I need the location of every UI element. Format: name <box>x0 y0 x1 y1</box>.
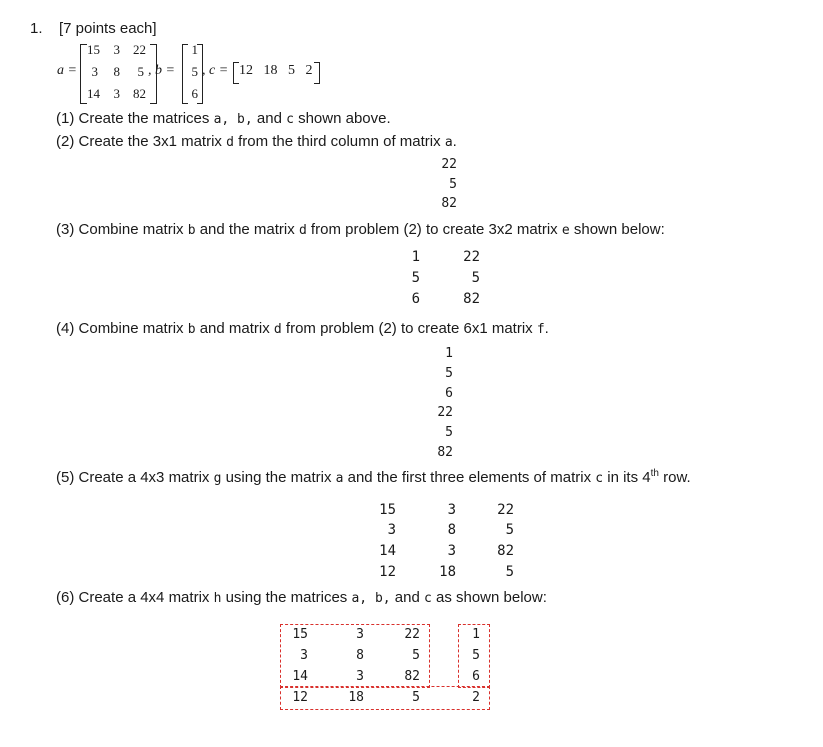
output-h-cell: 2 <box>472 690 480 705</box>
matrix-b-label: , b = <box>148 63 175 78</box>
question-number: 1. <box>30 20 43 37</box>
output-f-cell: 6 <box>445 386 453 401</box>
output-d-cell: 22 <box>441 157 457 172</box>
matrix-a-cell: 82 <box>133 86 146 101</box>
output-e-cell: 22 <box>463 249 480 265</box>
output-g-cell: 14 <box>379 543 396 559</box>
output-h-cell: 14 <box>292 669 308 684</box>
matrix-b-cell: 6 <box>191 86 198 101</box>
output-g-cell: 82 <box>497 543 514 559</box>
output-h-cell: 15 <box>292 627 308 642</box>
output-g-cell: 22 <box>497 502 514 518</box>
output-h-cell: 6 <box>472 669 480 684</box>
matrix-b-cell: 5 <box>191 64 198 79</box>
output-f-cell: 22 <box>437 405 453 420</box>
output-g-cell: 15 <box>379 502 396 518</box>
output-h-cell: 82 <box>404 669 420 684</box>
output-h-cell: 5 <box>412 690 420 705</box>
output-h-cell: 3 <box>356 627 364 642</box>
output-g-cell: 3 <box>387 522 396 538</box>
output-g-cell: 12 <box>379 564 396 580</box>
output-g-cell: 3 <box>447 502 456 518</box>
output-e-cell: 5 <box>411 270 420 286</box>
points-label: [7 points each] <box>59 20 157 37</box>
output-h-cell: 12 <box>292 690 308 705</box>
output-h-cell: 1 <box>472 627 480 642</box>
matrix-a-cell: 8 <box>113 64 120 79</box>
matrix-b-cell: 1 <box>191 42 198 57</box>
matrix-a-cell: 3 <box>91 64 98 79</box>
output-h-cell: 3 <box>300 648 308 663</box>
output-e-cell: 82 <box>463 291 480 307</box>
matrix-a-cell: 14 <box>87 86 100 101</box>
matrix-c-values: 12 18 5 2 <box>239 63 313 78</box>
output-h-cell: 5 <box>412 648 420 663</box>
output-f-cell: 5 <box>445 425 453 440</box>
matrix-a-cell: 3 <box>113 86 120 101</box>
output-h-cell: 18 <box>348 690 364 705</box>
output-h-cell: 8 <box>356 648 364 663</box>
problem-6: (6) Create a 4x4 matrix h using the matrices a, b, and c as shown below: <box>56 589 547 606</box>
matrix-a-cell: 5 <box>137 64 144 79</box>
matrix-a-cell: 15 <box>87 42 100 57</box>
problem-2: (2) Create the 3x1 matrix d from the third column of matrix a. <box>56 133 457 150</box>
matrix-a-label: a = <box>57 63 77 78</box>
output-d-cell: 5 <box>449 177 457 192</box>
matrix-a-cell: 22 <box>133 42 146 57</box>
output-h-cell: 5 <box>472 648 480 663</box>
output-f-cell: 5 <box>445 366 453 381</box>
output-g-cell: 5 <box>505 522 514 538</box>
matrix-a-cell: 3 <box>113 42 120 57</box>
problem-3: (3) Combine matrix b and the matrix d from problem (2) to create 3x2 matrix e shown below: <box>56 221 665 238</box>
output-g-cell: 18 <box>439 564 456 580</box>
problem-1: (1) Create the matrices a, b, and c shown above. <box>56 110 391 127</box>
output-g-cell: 3 <box>447 543 456 559</box>
problem-5: (5) Create a 4x3 matrix g using the matrix a and the first three elements of matrix c in its 4th row. <box>56 468 691 486</box>
output-h-cell: 3 <box>356 669 364 684</box>
output-h-cell: 22 <box>404 627 420 642</box>
output-e-cell: 5 <box>471 270 480 286</box>
output-e-cell: 1 <box>411 249 420 265</box>
problem-4: (4) Combine matrix b and matrix d from problem (2) to create 6x1 matrix f. <box>56 320 549 337</box>
matrix-c-right-bracket <box>314 62 320 84</box>
matrix-c-label: , c = <box>202 63 229 78</box>
output-g-cell: 5 <box>505 564 514 580</box>
output-d-cell: 82 <box>441 196 457 211</box>
output-e-cell: 6 <box>411 291 420 307</box>
output-f-cell: 1 <box>445 346 453 361</box>
output-g-cell: 8 <box>447 522 456 538</box>
matrix-c-region-box <box>280 686 490 710</box>
output-f-cell: 82 <box>437 445 453 460</box>
